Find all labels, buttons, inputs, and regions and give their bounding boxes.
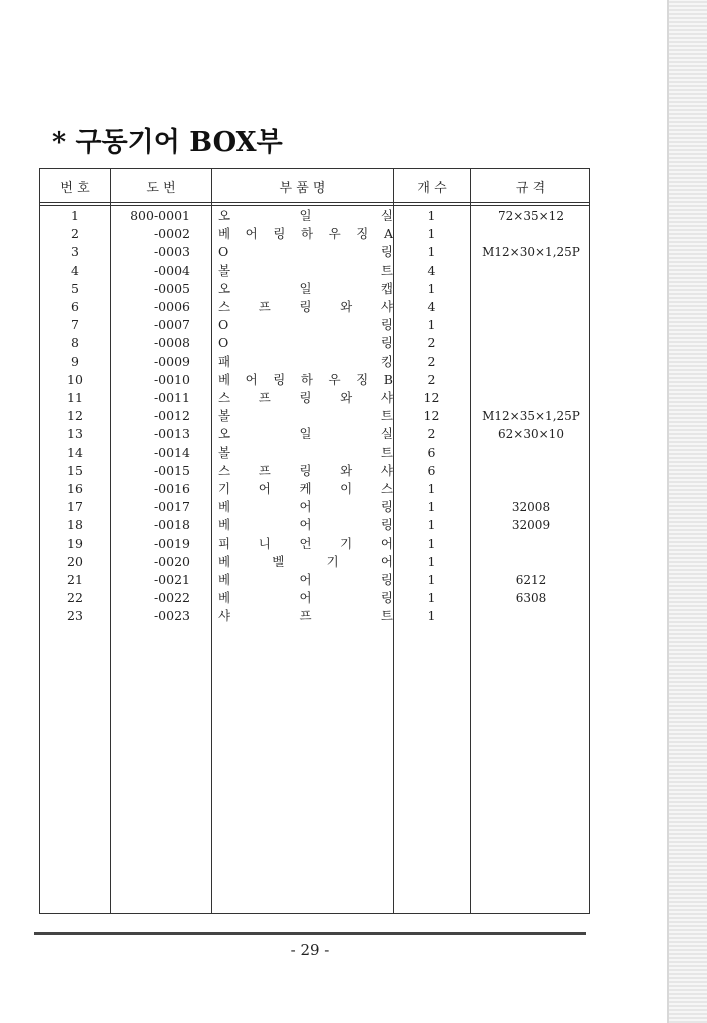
table-row xyxy=(40,480,589,498)
table-row xyxy=(40,334,589,352)
part-name-char: 오 xyxy=(218,280,231,296)
part-name-char: 트 xyxy=(380,408,393,424)
table-row xyxy=(40,425,589,443)
cell-qty: 1 xyxy=(427,608,436,624)
cell-part-name xyxy=(218,262,393,280)
part-name-char: 실 xyxy=(380,426,393,442)
part-name-char: 이 xyxy=(340,481,353,496)
cell-spec: 6308 xyxy=(515,591,547,606)
cell-part-name xyxy=(218,389,393,407)
part-name-char: 기 xyxy=(340,535,353,551)
header-divider xyxy=(40,202,589,203)
header-drawing: 도 번 xyxy=(146,181,176,196)
cell-no: 13 xyxy=(67,426,83,442)
cell-no: 11 xyxy=(67,390,83,405)
cell-part-name xyxy=(218,480,393,498)
cell-drawing: -0009 xyxy=(153,353,190,369)
cell-no: 12 xyxy=(67,408,83,424)
cell-qty: 1 xyxy=(427,517,436,533)
part-name-char: 어 xyxy=(245,226,258,242)
part-name-char: 언 xyxy=(299,535,312,551)
part-name-char: 링 xyxy=(299,462,312,478)
part-name-char: 링 xyxy=(299,299,312,314)
part-name-char: 어 xyxy=(245,371,258,387)
part-name-char: 프 xyxy=(299,608,312,624)
cell-spec: M12×35×1,25P xyxy=(482,409,580,424)
table-row xyxy=(40,225,589,243)
part-name-char: 베 xyxy=(218,553,231,569)
cell-qty: 6 xyxy=(427,462,436,478)
table-row xyxy=(40,316,589,334)
cell-drawing: -0016 xyxy=(153,481,190,496)
part-name-char: 하 xyxy=(300,226,314,242)
part-name-char: 캡 xyxy=(380,280,393,296)
cell-qty: 1 xyxy=(427,244,436,260)
part-name-char: 일 xyxy=(299,426,312,442)
cell-no: 2 xyxy=(71,226,79,242)
part-name-char: 와 xyxy=(340,390,353,405)
cell-spec: 32008 xyxy=(511,500,551,515)
part-name-char: 베 xyxy=(218,517,231,533)
cell-part-name xyxy=(218,298,393,316)
part-name-char: O xyxy=(218,244,229,260)
part-name-char: 링 xyxy=(299,390,312,405)
cell-part-name xyxy=(218,207,393,225)
cell-drawing: -0014 xyxy=(153,444,190,460)
cell-drawing: -0013 xyxy=(153,426,190,442)
cell-no: 19 xyxy=(67,535,83,551)
part-name-char: 어 xyxy=(299,499,312,515)
cell-part-name xyxy=(218,353,393,371)
table-row xyxy=(40,280,589,298)
cell-qty: 1 xyxy=(427,317,436,333)
part-name-char: 우 xyxy=(328,226,341,242)
cell-part-name xyxy=(218,371,393,389)
part-name-char: 니 xyxy=(258,535,271,551)
table-row xyxy=(40,462,589,480)
table-row xyxy=(40,535,589,553)
cell-part-name xyxy=(218,553,393,571)
part-name-char: 베 xyxy=(218,590,231,606)
table-row xyxy=(40,516,589,534)
cell-part-name xyxy=(218,444,393,462)
part-name-char: 링 xyxy=(273,226,286,242)
cell-qty: 1 xyxy=(427,481,436,496)
cell-no: 6 xyxy=(71,299,79,314)
parts-table xyxy=(39,168,590,914)
cell-spec: 32009 xyxy=(511,518,551,533)
cell-part-name xyxy=(218,407,393,425)
cell-no: 9 xyxy=(71,353,79,369)
footer-rule xyxy=(34,932,586,935)
cell-no: 8 xyxy=(71,335,79,351)
cell-no: 14 xyxy=(67,444,83,460)
cell-qty: 1 xyxy=(427,208,436,223)
part-name-char: 링 xyxy=(380,590,393,606)
part-name-char: 어 xyxy=(380,553,393,569)
part-name-char: 스 xyxy=(218,299,231,314)
cell-drawing: -0018 xyxy=(153,517,190,533)
header-divider xyxy=(40,205,589,206)
part-name-char: 링 xyxy=(380,244,393,260)
part-name-char: 링 xyxy=(380,335,393,351)
part-name-char: 베 xyxy=(218,499,231,515)
part-name-char: 오 xyxy=(218,208,231,223)
cell-drawing: -0002 xyxy=(153,226,190,242)
cell-qty: 1 xyxy=(427,572,436,587)
part-name-char: 와 xyxy=(340,299,353,314)
table-row xyxy=(40,243,589,261)
cell-qty: 1 xyxy=(427,226,436,242)
cell-qty: 2 xyxy=(427,426,436,442)
header-part-name: 부 품 명 xyxy=(279,181,326,196)
table-row xyxy=(40,607,589,625)
part-name-char: 피 xyxy=(218,535,231,551)
part-name-char: O xyxy=(218,335,229,351)
cell-drawing: -0010 xyxy=(153,371,190,387)
part-name-char: 징 xyxy=(356,226,369,242)
part-name-char: 트 xyxy=(380,608,393,624)
part-name-char: 징 xyxy=(356,371,369,387)
table-row xyxy=(40,207,589,225)
cell-part-name xyxy=(218,462,393,480)
cell-no: 3 xyxy=(71,244,79,260)
part-name-char: B xyxy=(383,371,393,387)
cell-part-name xyxy=(218,334,393,352)
scan-edge xyxy=(669,0,707,1023)
cell-qty: 2 xyxy=(427,335,436,351)
cell-part-name xyxy=(218,243,393,261)
part-name-char: 베 xyxy=(218,371,231,387)
cell-no: 1 xyxy=(71,208,79,223)
page-number: - 29 - xyxy=(290,941,330,959)
cell-no: 15 xyxy=(67,462,83,478)
part-name-char: 기 xyxy=(218,481,231,496)
cell-drawing: -0003 xyxy=(153,244,190,260)
cell-no: 22 xyxy=(67,590,83,606)
header-no: 번 호 xyxy=(60,181,90,196)
cell-qty: 1 xyxy=(427,553,436,569)
header-qty: 개 수 xyxy=(417,181,447,196)
part-name-char: 볼 xyxy=(218,408,231,424)
cell-drawing: -0023 xyxy=(153,608,190,624)
cell-part-name xyxy=(218,571,393,589)
cell-part-name xyxy=(218,589,393,607)
cell-no: 21 xyxy=(67,572,83,587)
cell-no: 23 xyxy=(67,608,83,624)
part-name-char: 샤 xyxy=(380,299,393,314)
cell-qty: 4 xyxy=(427,299,436,314)
cell-part-name xyxy=(218,607,393,625)
part-name-char: 링 xyxy=(380,499,393,515)
table-row xyxy=(40,262,589,280)
part-name-char: 하 xyxy=(300,371,313,387)
part-name-char: 샤 xyxy=(218,608,231,624)
part-name-char: 샤 xyxy=(380,462,393,478)
part-name-char: 어 xyxy=(299,517,312,533)
part-name-char: 트 xyxy=(380,444,393,460)
cell-drawing: -0005 xyxy=(153,280,190,296)
cell-drawing: -0008 xyxy=(153,335,190,351)
cell-qty: 1 xyxy=(427,590,436,606)
cell-drawing: -0006 xyxy=(153,299,190,314)
part-name-char: 프 xyxy=(258,390,271,405)
part-name-char: 스 xyxy=(218,390,231,405)
cell-no: 16 xyxy=(67,481,83,496)
part-name-char: 어 xyxy=(258,481,271,496)
cell-qty: 1 xyxy=(427,280,436,296)
cell-drawing: -0020 xyxy=(153,553,190,569)
cell-qty: 12 xyxy=(423,390,440,405)
table-row xyxy=(40,407,589,425)
table-row xyxy=(40,553,589,571)
cell-no: 7 xyxy=(71,317,79,333)
part-name-char: 베 xyxy=(218,572,231,587)
cell-drawing: -0004 xyxy=(153,262,190,278)
part-name-char: 스 xyxy=(380,481,393,496)
cell-drawing: 800-0001 xyxy=(130,208,190,223)
part-name-char: 어 xyxy=(299,572,312,587)
part-name-char: 링 xyxy=(380,517,393,533)
cell-part-name xyxy=(218,316,393,334)
header-spec: 규 격 xyxy=(515,181,546,196)
part-name-char: 우 xyxy=(328,371,341,387)
table-row xyxy=(40,498,589,516)
cell-no: 17 xyxy=(67,499,83,515)
table-row xyxy=(40,353,589,371)
part-name-char: 기 xyxy=(326,553,339,569)
part-name-char: 스 xyxy=(218,462,231,478)
part-name-char: 샤 xyxy=(380,390,393,405)
cell-no: 10 xyxy=(67,371,83,387)
cell-spec: 72×35×12 xyxy=(498,209,564,223)
part-name-char: 베 xyxy=(218,226,231,242)
cell-part-name xyxy=(218,225,393,243)
part-name-char: 어 xyxy=(299,590,312,606)
table-row xyxy=(40,571,589,589)
part-name-char: 볼 xyxy=(218,262,231,278)
cell-drawing: -0021 xyxy=(153,572,190,587)
cell-part-name xyxy=(218,280,393,298)
part-name-char: 링 xyxy=(273,371,286,387)
cell-drawing: -0012 xyxy=(153,408,190,424)
cell-qty: 2 xyxy=(427,371,436,387)
cell-no: 5 xyxy=(71,280,79,296)
part-name-char: 실 xyxy=(380,208,393,223)
part-name-char: 오 xyxy=(218,426,231,442)
page-title: * 구동기어 BOX부 xyxy=(52,127,283,158)
cell-part-name xyxy=(218,516,393,534)
part-name-char: 일 xyxy=(299,280,312,296)
part-name-char: 링 xyxy=(380,317,393,333)
cell-part-name xyxy=(218,535,393,553)
cell-qty: 12 xyxy=(423,408,440,424)
part-name-char: 링 xyxy=(380,572,393,587)
cell-qty: 1 xyxy=(427,535,436,551)
part-name-char: 트 xyxy=(380,262,393,278)
table-row xyxy=(40,444,589,462)
part-name-char: 프 xyxy=(258,299,271,314)
part-name-char: 프 xyxy=(258,462,271,478)
cell-no: 18 xyxy=(67,517,83,533)
part-name-char: 와 xyxy=(340,462,353,478)
cell-spec: 6212 xyxy=(515,573,547,587)
cell-no: 20 xyxy=(67,553,83,569)
cell-part-name xyxy=(218,498,393,516)
table-row xyxy=(40,371,589,389)
cell-drawing: -0017 xyxy=(153,499,190,515)
part-name-char: 벨 xyxy=(272,553,285,569)
cell-part-name xyxy=(218,425,393,443)
cell-drawing: -0022 xyxy=(153,590,190,606)
cell-drawing: -0019 xyxy=(153,535,190,551)
part-name-char: 일 xyxy=(299,208,312,223)
part-name-char: 케 xyxy=(299,481,312,496)
part-name-char: A xyxy=(383,226,393,242)
table-row xyxy=(40,298,589,316)
part-name-char: 어 xyxy=(380,535,393,551)
cell-qty: 1 xyxy=(427,499,436,515)
part-name-char: O xyxy=(218,317,229,333)
cell-no: 4 xyxy=(71,262,79,278)
part-name-char: 볼 xyxy=(218,444,231,460)
cell-drawing: -0011 xyxy=(153,390,190,405)
cell-qty: 4 xyxy=(427,262,436,278)
cell-spec: M12×30×1,25P xyxy=(482,245,580,260)
table-row xyxy=(40,389,589,407)
part-name-char: 킹 xyxy=(380,353,393,369)
cell-qty: 6 xyxy=(427,444,436,460)
table-row xyxy=(40,589,589,607)
cell-spec: 62×30×10 xyxy=(498,427,564,442)
cell-drawing: -0015 xyxy=(153,462,190,478)
cell-drawing: -0007 xyxy=(153,317,190,333)
part-name-char: 패 xyxy=(218,353,231,369)
cell-qty: 2 xyxy=(427,353,436,369)
